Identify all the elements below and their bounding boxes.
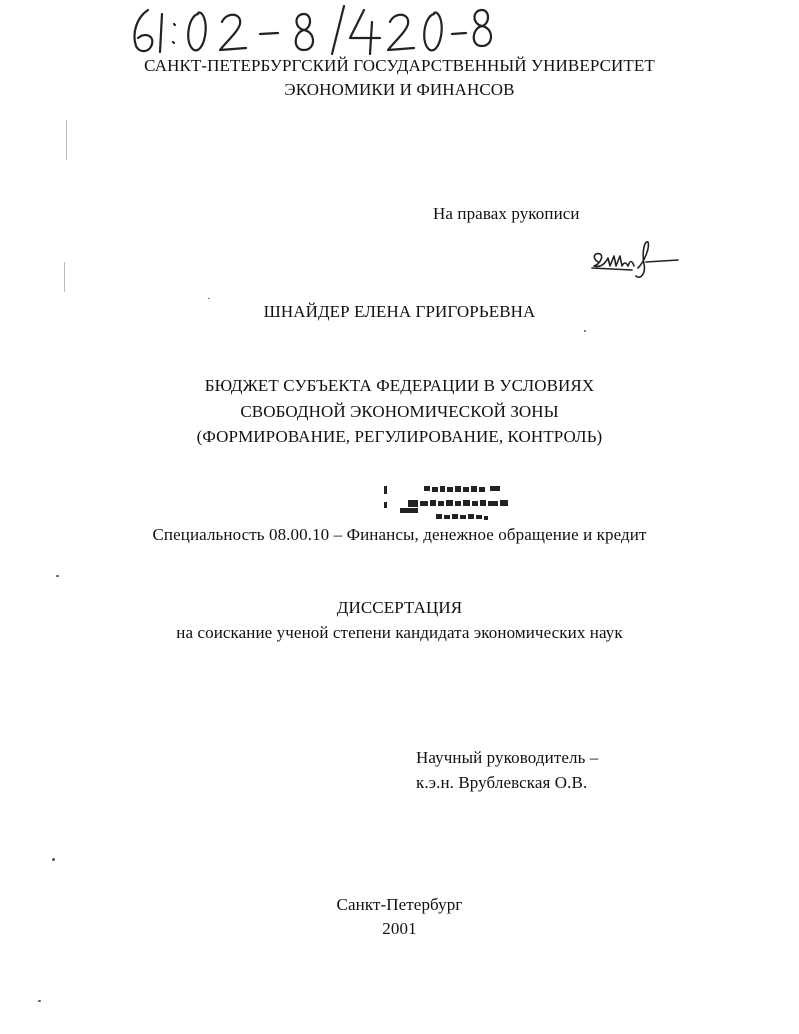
scan-artifact <box>66 120 67 160</box>
scan-speck <box>584 330 586 332</box>
signature <box>588 238 680 282</box>
dissertation-subtitle: на соискание ученой степени кандидата экономических наук <box>176 623 623 642</box>
year: 2001 <box>382 919 417 938</box>
specialty: Специальность 08.00.10 – Финансы, денежное обращение и кредит <box>152 525 647 544</box>
dissertation-title-line2: СВОБОДНОЙ ЭКОНОМИЧЕСКОЙ ЗОНЫ <box>240 402 559 421</box>
handwritten-archive-code <box>118 0 498 60</box>
supervisor-name: к.э.н. Врублевская О.В. <box>416 773 588 792</box>
scan-speck <box>56 575 59 577</box>
scan-speck <box>52 858 55 861</box>
manuscript-rights: На правах рукописи <box>433 204 580 223</box>
scan-artifact <box>64 262 65 292</box>
dissertation-title-line3: (ФОРМИРОВАНИЕ, РЕГУЛИРОВАНИЕ, КОНТРОЛЬ) <box>196 427 603 446</box>
dissertation-title-line1: БЮДЖЕТ СУБЪЕКТА ФЕДЕРАЦИИ В УСЛОВИЯХ <box>204 376 595 395</box>
dissertation-heading: ДИССЕРТАЦИЯ <box>336 598 463 617</box>
institution-name-line2: ЭКОНОМИКИ И ФИНАНСОВ <box>284 80 515 99</box>
scan-speck <box>38 1000 41 1002</box>
supervisor-label: Научный руководитель – <box>416 748 599 767</box>
author-name: ШНАЙДЕР ЕЛЕНА ГРИГОРЬЕВНА <box>263 302 536 321</box>
place: Санкт-Петербург <box>336 895 463 914</box>
scan-speck <box>208 298 210 299</box>
library-stamp <box>380 478 520 528</box>
institution-name-line1: САНКТ-ПЕТЕРБУРГСКИЙ ГОСУДАРСТВЕННЫЙ УНИВЕРСИТЕТ <box>144 56 655 75</box>
